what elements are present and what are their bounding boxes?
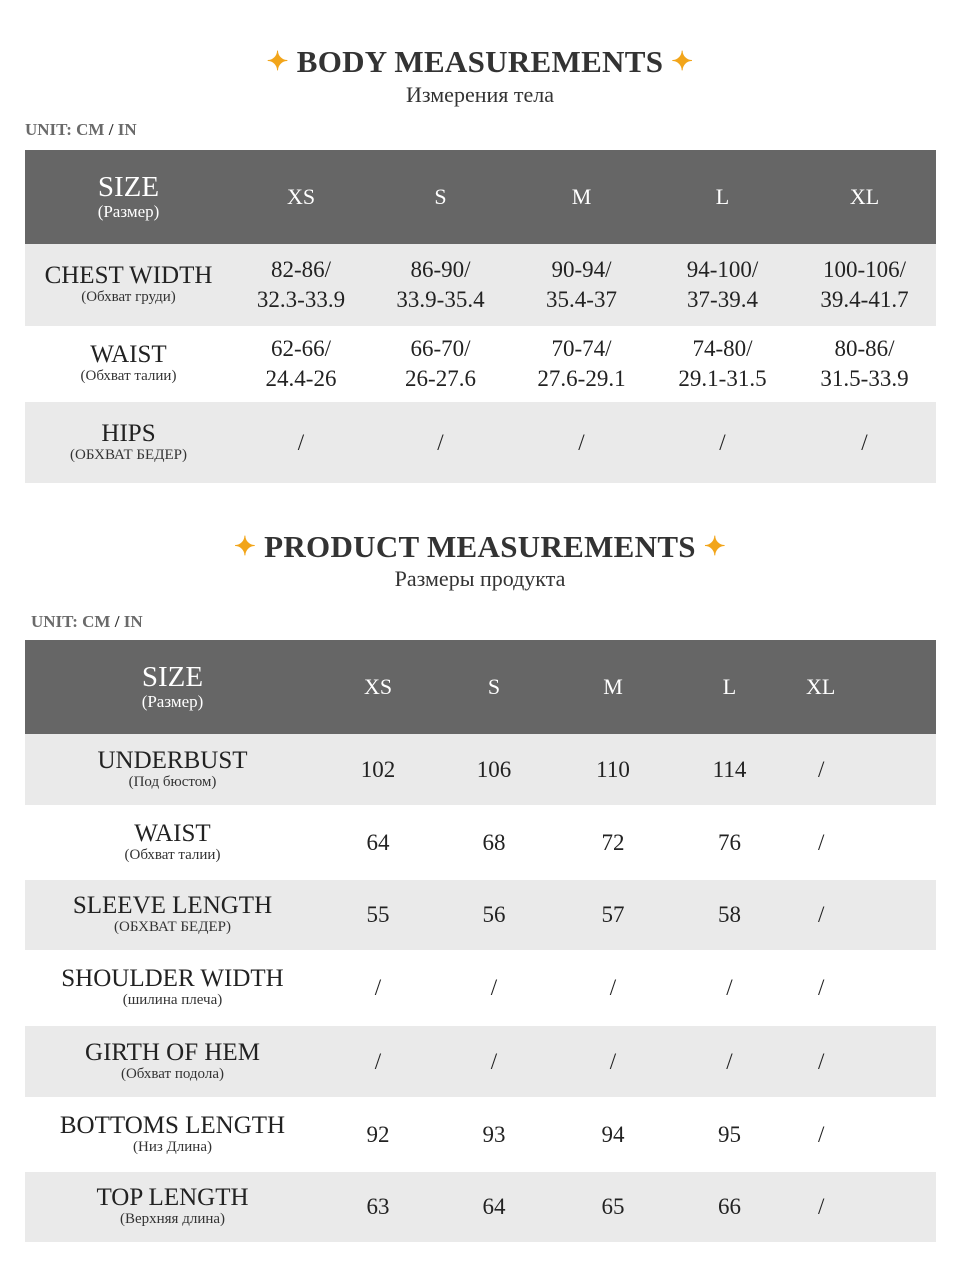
table-cell: 55 — [366, 902, 390, 927]
size-column-header: M — [603, 674, 623, 699]
body-measurements-table — [25, 150, 936, 483]
table-row — [25, 326, 936, 402]
size-column-header: S — [487, 674, 501, 699]
row-label-cell: SLEEVE LENGTH (ОБХВАТ БЕДЕР) — [72, 892, 273, 935]
table-cell: 82-86/ 32.3-33.9 — [256, 257, 346, 312]
row-label-cell: GIRTH OF HEM (Обхват подола) — [85, 1038, 260, 1082]
size-column-header: S — [434, 184, 447, 209]
table-cell: / — [818, 756, 825, 782]
table-cell: 66 — [718, 1194, 741, 1219]
table-cell: 93 — [482, 1121, 506, 1147]
product-measurements-title: ✦ PRODUCT MEASUREMENTS ✦ — [234, 529, 726, 564]
table-cell: 102 — [360, 756, 396, 782]
row-label-cell: WAIST (Обхват талии) — [80, 341, 177, 384]
size-column-header: XL — [806, 674, 836, 699]
table-cell: / — [437, 429, 444, 455]
size-column-header: XS — [363, 674, 393, 699]
row-label-cell: WAIST (Обхват талии) — [124, 819, 221, 863]
product-unit-label: UNIT: CM / IN — [31, 612, 143, 631]
table-cell: 92 — [366, 1121, 390, 1147]
table-cell: 68 — [482, 829, 506, 855]
product-measurements-subtitle: Размеры продукта — [394, 566, 566, 591]
size-column-header: M — [571, 184, 592, 209]
table-row — [25, 244, 936, 326]
table-cell: / — [818, 1121, 825, 1147]
table-cell: 110 — [596, 756, 630, 782]
four-point-star-icon: ✦ — [671, 47, 694, 76]
table-row — [25, 1172, 936, 1242]
table-cell: / — [490, 975, 498, 1000]
table-row — [25, 402, 936, 483]
table-cell: 94-100/ 37-39.4 — [686, 257, 759, 312]
table-cell: 114 — [712, 756, 747, 782]
body-unit-label: UNIT: CM / IN — [25, 120, 137, 139]
table-cell: 58 — [718, 902, 741, 927]
table-cell: / — [818, 1048, 825, 1074]
size-header-cell: SIZE (Размер) — [141, 661, 204, 711]
table-cell: / — [818, 902, 825, 927]
table-cell: 100-106/ 39.4-41.7 — [820, 257, 909, 312]
size-column-header: XL — [849, 184, 880, 209]
table-cell: / — [578, 429, 585, 455]
row-label-cell: SHOULDER WIDTH (шилина плеча) — [61, 965, 284, 1008]
table-cell: 65 — [601, 1194, 625, 1219]
table-cell: / — [609, 1048, 617, 1074]
product-table-header — [25, 640, 936, 734]
body-measurements-subtitle: Измерения тела — [405, 82, 554, 107]
table-cell: / — [818, 829, 825, 855]
table-cell: / — [297, 429, 305, 455]
table-cell: / — [726, 975, 733, 1000]
table-cell: 106 — [476, 756, 512, 782]
body-measurements-title: ✦ BODY MEASUREMENTS ✦ — [266, 44, 694, 79]
table-cell: 95 — [718, 1121, 741, 1147]
size-column-header: XS — [286, 184, 316, 209]
table-cell: 90-94/ 35.4-37 — [546, 257, 617, 312]
table-cell: 64 — [366, 829, 390, 855]
table-cell: 74-80/ 29.1-31.5 — [678, 336, 767, 391]
table-cell: 57 — [601, 902, 625, 927]
table-cell: 66-70/ 26-27.6 — [405, 336, 476, 391]
table-cell: 62-66/ 24.4-26 — [265, 336, 337, 391]
table-row — [25, 1026, 936, 1097]
table-cell: 72 — [601, 829, 625, 855]
size-column-header: L — [722, 674, 737, 699]
four-point-star-icon: ✦ — [703, 532, 726, 561]
table-row — [25, 805, 936, 880]
table-row — [25, 880, 936, 950]
table-row — [25, 1097, 936, 1172]
table-cell: / — [818, 1194, 825, 1219]
table-cell: / — [719, 429, 726, 455]
product-measurements-table — [25, 640, 936, 1242]
table-cell: 63 — [366, 1194, 390, 1219]
size-column-header: L — [715, 184, 730, 209]
table-row — [25, 950, 936, 1026]
table-cell: / — [374, 975, 382, 1000]
table-cell: / — [374, 1048, 382, 1074]
four-point-star-icon: ✦ — [266, 47, 289, 76]
table-cell: 56 — [482, 902, 506, 927]
row-label-cell: HIPS (ОБХВАТ БЕДЕР) — [70, 419, 187, 463]
table-cell: 86-90/ 33.9-35.4 — [396, 257, 485, 312]
table-cell: / — [818, 975, 825, 1000]
row-label-cell: CHEST WIDTH (Обхват груди) — [44, 262, 213, 305]
row-label-cell: BOTTOMS LENGTH (Низ Длина) — [59, 1111, 286, 1155]
body-table-header — [25, 150, 936, 244]
table-row — [25, 734, 936, 805]
row-label-cell: TOP LENGTH (Верхняя длина) — [96, 1184, 249, 1227]
table-cell: / — [609, 975, 617, 1000]
table-cell: 70-74/ 27.6-29.1 — [537, 336, 626, 391]
table-cell: / — [726, 1048, 733, 1074]
row-label-cell: UNDERBUST (Под бюстом) — [97, 746, 248, 790]
table-cell: 64 — [482, 1194, 506, 1219]
table-cell: 94 — [601, 1121, 625, 1147]
table-cell: / — [861, 429, 868, 455]
table-cell: 80-86/ 31.5-33.9 — [820, 336, 909, 391]
size-header-cell: SIZE (Размер) — [97, 171, 160, 221]
four-point-star-icon: ✦ — [234, 532, 257, 561]
table-cell: / — [490, 1048, 498, 1074]
table-cell: 76 — [718, 829, 741, 855]
